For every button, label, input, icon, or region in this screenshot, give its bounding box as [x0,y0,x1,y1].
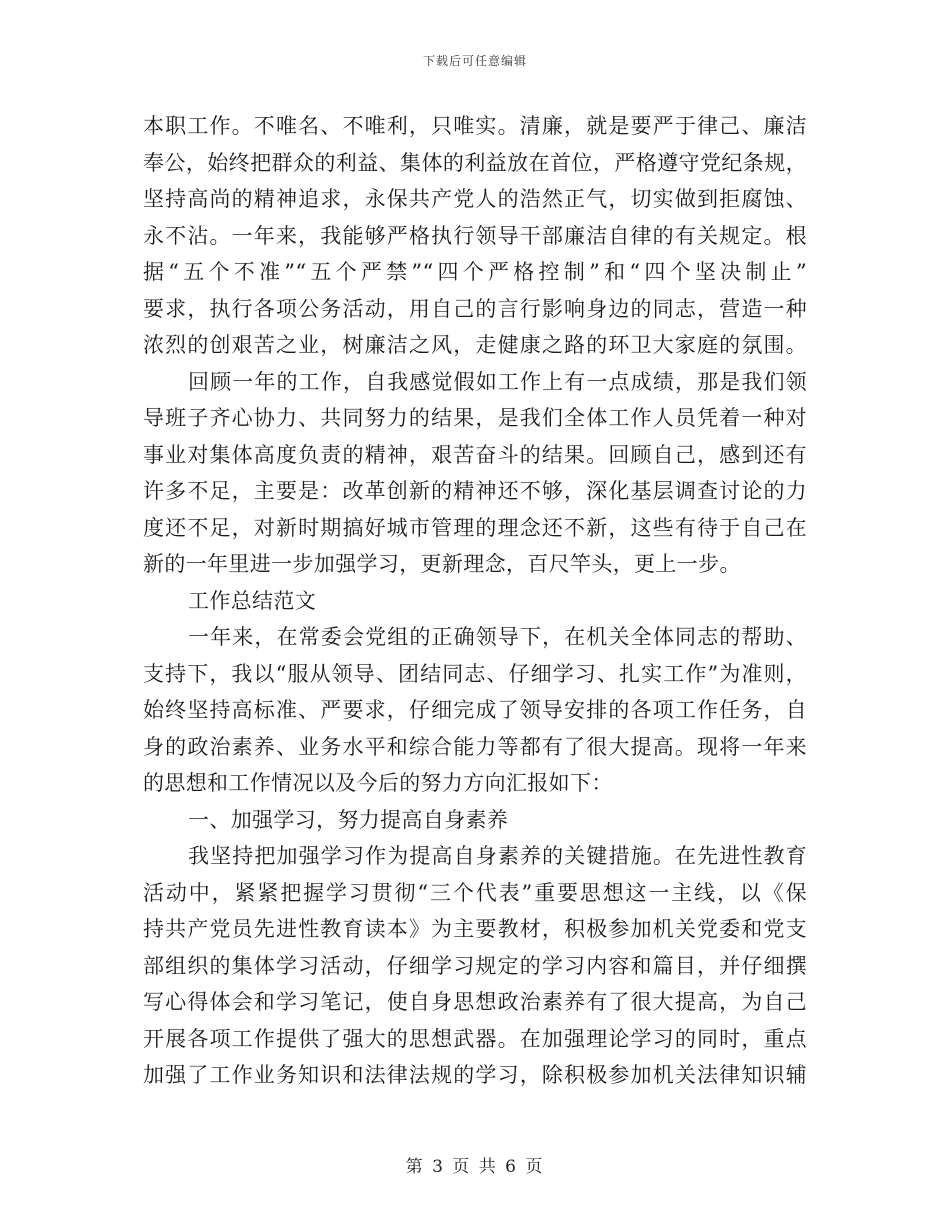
text-line: 永不沾。一年来，我能够严格执行领导干部廉洁自律的有关规定。根 [143,223,807,248]
text-line: 奉公，始终把群众的利益、集体的利益放在首位，严格遵守党纪条规， [143,150,807,175]
text-line: 始终坚持高标准、严要求，仔细完成了领导安排的各项工作任务，自 [143,698,807,722]
text-line: 加强了工作业务知识和法律法规的学习，除积极参加机关法律知识辅 [143,1063,807,1087]
text-line: 事业对集体高度负责的精神，艰苦奋斗的结果。回顾自己，感到还有 [143,442,807,467]
text-line: 新的一年里进一步加强学习，更新理念，百尺竿头，更上一步。 [143,552,741,576]
text-line: 导班子齐心协力、共同努力的结果，是我们全体工作人员凭着一种对 [143,406,807,430]
text-line: 许多不足，主要是：改革创新的精神还不够，深化基层调查讨论的力 [143,479,807,503]
text-line: 身的政治素养、业务水平和综合能力等都有了很大提高。现将一年来 [143,734,807,759]
text-line: 本职工作。不唯名、不唯利，只唯实。清廉，就是要严于律己、廉洁 [143,114,807,138]
page-header-note: 下载后可任意编辑 [422,54,527,68]
text-line: 度还不足，对新时期搞好城市管理的理念还不新，这些有待于自己在 [143,515,807,540]
text-line: 的思想和工作情况以及今后的努力方向汇报如下： [143,771,613,795]
text-line: 支持下，我以“服从领导、团结同志、仔细学习、扎实工作”为准则， [143,661,807,686]
section-heading: 一、加强学习，努力提高自身素养 [188,807,509,832]
text-line: 要求，执行各项公务活动，用自己的言行影响身边的同志，营造一种 [143,296,807,321]
text-line: 部组织的集体学习活动，仔细学习规定的学习内容和篇目，并仔细撰 [143,953,807,978]
text-line: 回顾一年的工作，自我感觉假如工作上有一点成绩，那是我们领 [188,369,807,394]
text-line: 活动中，紧紧把握学习贯彻“三个代表”重要思想这一主线，以《保 [143,880,807,905]
page-number: 第 3 页 共 6 页 [405,1157,545,1177]
text-line: 开展各项工作提供了强大的思想武器。在加强理论学习的同时，重点 [143,1026,807,1051]
text-line: 坚持高尚的精神追求，永保共产党人的浩然正气，切实做到拒腐蚀、 [143,187,807,211]
text-line: 一年来，在常委会党组的正确领导下，在机关全体同志的帮助、 [188,625,807,649]
document-body [143,108,807,1094]
text-line: 浓烈的创艰苦之业，树廉洁之风，走健康之路的环卫大家庭的氛围。 [143,333,807,357]
text-line: 我坚持把加强学习作为提高自身素养的关键措施。在先进性教育 [188,844,807,868]
section-title: 工作总结范文 [188,588,317,613]
text-line: 据“五个不准”“五个严禁”“四个严格控制”和“四个坚决制止” [143,260,807,284]
text-line: 持共产党员先进性教育读本》为主要教材，积极参加机关党委和党支 [143,917,807,941]
text-line: 写心得体会和学习笔记，使自身思想政治素养有了很大提高，为自己 [143,990,807,1014]
